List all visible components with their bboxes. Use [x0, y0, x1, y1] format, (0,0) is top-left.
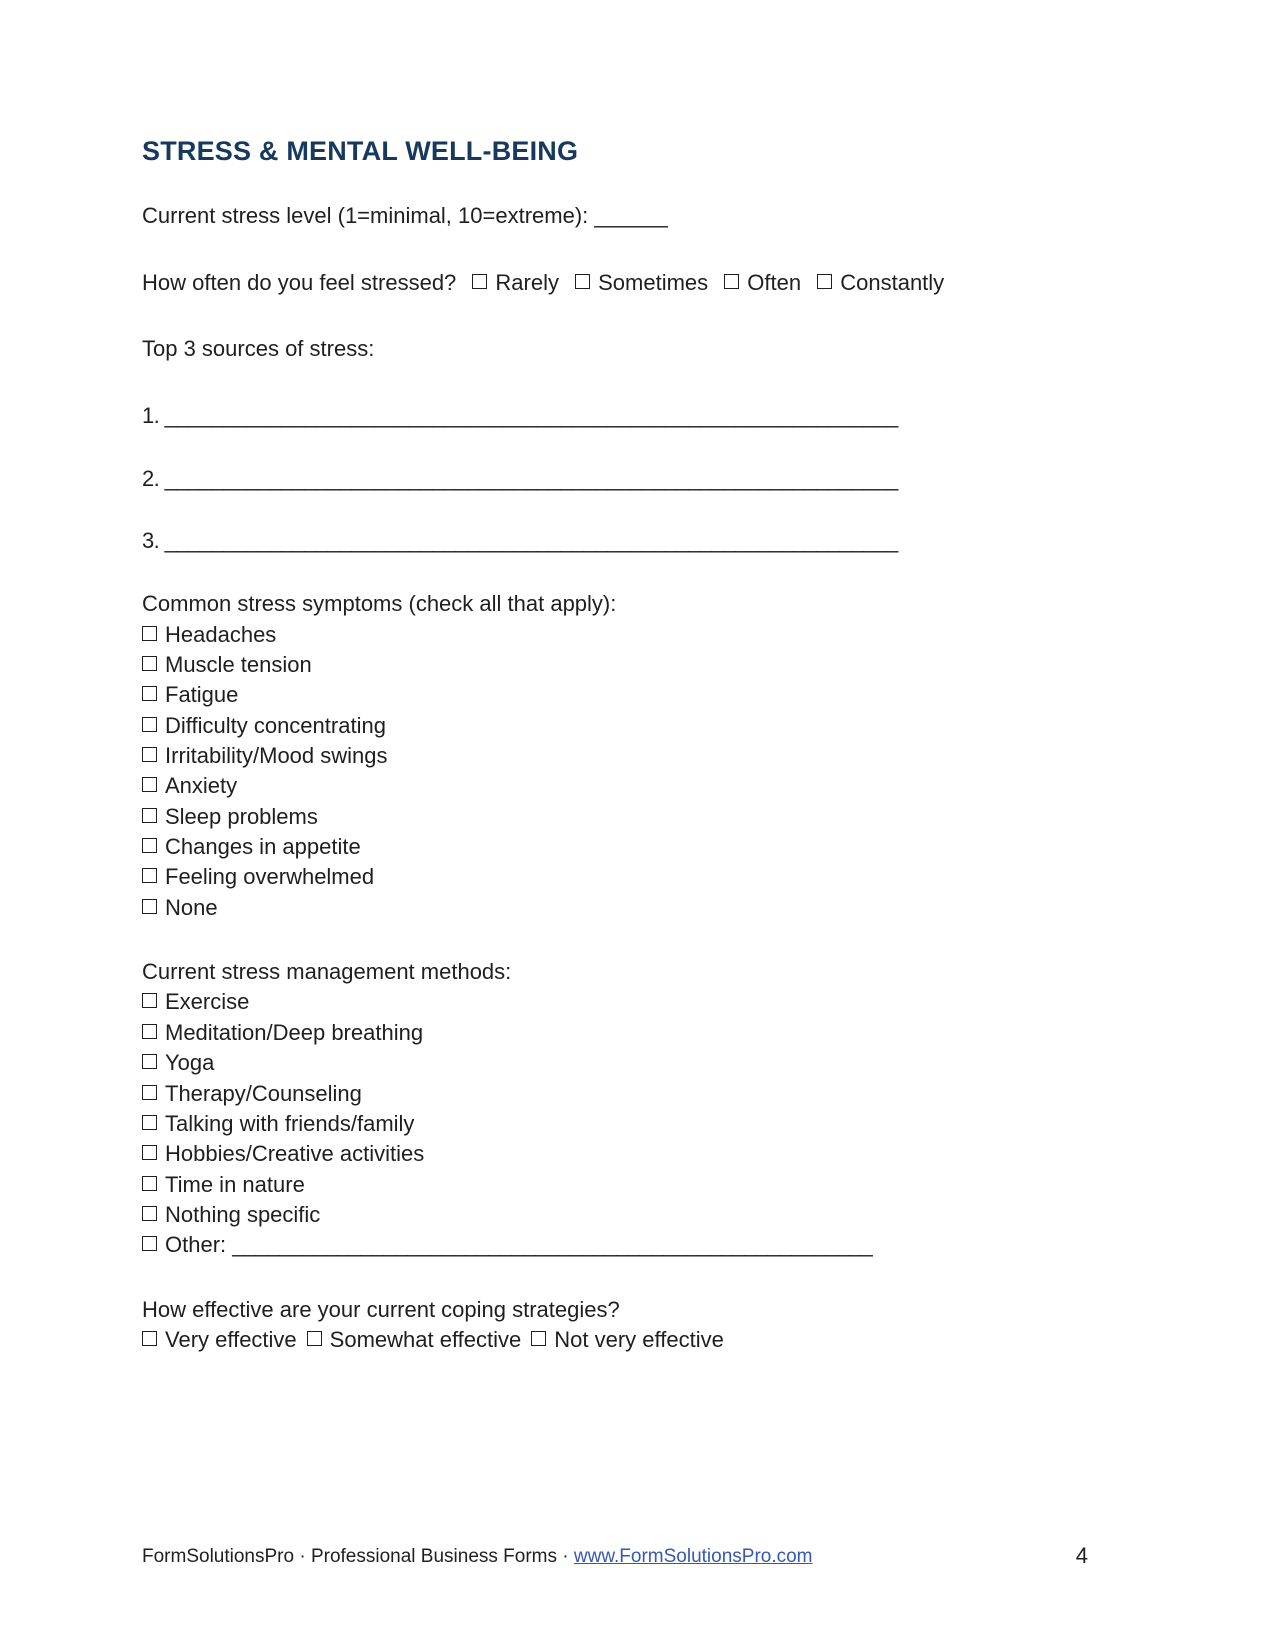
- checkbox-icon[interactable]: [472, 274, 487, 289]
- checkbox-item-headaches[interactable]: [142, 620, 1042, 650]
- checkbox-icon[interactable]: [307, 1331, 322, 1346]
- option-label: Very effective: [165, 1327, 297, 1353]
- checkbox-icon[interactable]: [142, 1176, 157, 1191]
- page-content: [142, 136, 1042, 1389]
- symptoms-group: [142, 589, 1042, 923]
- checkbox-label: Headaches: [165, 621, 277, 647]
- checkbox-item-time-in-nature[interactable]: [142, 1170, 1042, 1200]
- checkbox-icon[interactable]: [142, 838, 157, 853]
- checkbox-icon[interactable]: [817, 274, 832, 289]
- option-somewhat-effective[interactable]: [297, 1325, 522, 1355]
- option-label: Constantly: [840, 269, 945, 295]
- checkbox-label: Irritability/Mood swings: [165, 742, 388, 768]
- checkbox-label: Changes in appetite: [165, 834, 361, 860]
- source-write-in-line-1[interactable]: 1. _______________________________________________________________: [142, 403, 898, 429]
- checkbox-item-exercise[interactable]: [142, 987, 1042, 1017]
- checkbox-item-sleep-problems[interactable]: [142, 802, 1042, 832]
- checkbox-item-none[interactable]: [142, 893, 1042, 923]
- checkbox-icon[interactable]: [575, 274, 590, 289]
- checkbox-icon[interactable]: [142, 868, 157, 883]
- option-label: Rarely: [495, 269, 559, 295]
- page-footer: [142, 1546, 1067, 1568]
- page-title: STRESS & MENTAL WELL-BEING: [142, 136, 579, 166]
- checkbox-icon[interactable]: [142, 1331, 157, 1346]
- footer-separator-2: ·: [557, 1546, 574, 1567]
- checkbox-item-therapy-counseling[interactable]: [142, 1079, 1042, 1109]
- checkbox-icon[interactable]: [142, 1054, 157, 1069]
- option-rarely[interactable]: [462, 268, 559, 298]
- other-write-in-line[interactable]: _______________________________________________________: [232, 1232, 873, 1258]
- checkbox-item-nothing-specific[interactable]: [142, 1200, 1042, 1230]
- checkbox-item-muscle-tension[interactable]: [142, 650, 1042, 680]
- checkbox-label: None: [165, 894, 218, 920]
- checkbox-label: Feeling overwhelmed: [165, 864, 375, 890]
- checkbox-label: Hobbies/Creative activities: [165, 1141, 425, 1167]
- footer-tagline: Professional Business Forms: [310, 1546, 557, 1567]
- checkbox-label: Nothing specific: [165, 1202, 321, 1227]
- checkbox-label: Meditation/Deep breathing: [165, 1019, 424, 1045]
- checkbox-item-other[interactable]: [142, 1230, 1042, 1260]
- option-not-very-effective[interactable]: [521, 1325, 724, 1355]
- effectiveness-options-row: [142, 1325, 1042, 1355]
- option-label: Sometimes: [598, 269, 709, 295]
- option-constantly[interactable]: [807, 268, 944, 298]
- checkbox-icon[interactable]: [142, 747, 157, 762]
- source-write-in-line-2[interactable]: 2. _______________________________________________________________: [142, 465, 898, 491]
- checkbox-icon[interactable]: [142, 656, 157, 671]
- checkbox-icon[interactable]: [142, 1145, 157, 1160]
- checkbox-label: Difficulty concentrating: [165, 712, 386, 738]
- checkbox-icon[interactable]: [142, 1115, 157, 1130]
- checkbox-icon[interactable]: [531, 1331, 546, 1346]
- checkbox-item-meditation-deep-breathing[interactable]: [142, 1018, 1042, 1048]
- checkbox-label: Sleep problems: [165, 803, 318, 829]
- checkbox-label: Therapy/Counseling: [165, 1080, 362, 1106]
- heading-common-stress-symptoms: Common stress symptoms (check all that apply):: [142, 591, 617, 617]
- footer-brand: FormSolutionsPro: [142, 1546, 295, 1567]
- footer-separator-1: ·: [294, 1546, 311, 1567]
- checkbox-item-hobbies-creative-activities[interactable]: [142, 1139, 1042, 1169]
- checkbox-item-changes-in-appetite[interactable]: [142, 832, 1042, 862]
- checkbox-item-yoga[interactable]: [142, 1048, 1042, 1078]
- checkbox-label: Fatigue: [165, 682, 239, 708]
- checkbox-item-irritability-mood-swings[interactable]: [142, 741, 1042, 771]
- checkbox-item-feeling-overwhelmed[interactable]: [142, 862, 1042, 892]
- checkbox-icon[interactable]: [142, 717, 157, 732]
- option-often[interactable]: [714, 268, 801, 298]
- checkbox-item-fatigue[interactable]: [142, 680, 1042, 710]
- checkbox-item-difficulty-concentrating[interactable]: [142, 711, 1042, 741]
- checkbox-label: Other:: [165, 1232, 233, 1258]
- page-number: 4: [1075, 1543, 1088, 1568]
- option-sometimes[interactable]: [565, 268, 708, 298]
- checkbox-icon[interactable]: [724, 274, 739, 289]
- option-label: Somewhat effective: [329, 1327, 522, 1353]
- checkbox-icon[interactable]: [142, 686, 157, 701]
- stress-frequency-prompt: How often do you feel stressed?: [142, 269, 457, 295]
- checkbox-label: Muscle tension: [165, 651, 312, 677]
- checkbox-label: Yoga: [165, 1050, 215, 1076]
- checkbox-icon[interactable]: [142, 899, 157, 914]
- checkbox-label: Anxiety: [165, 773, 238, 799]
- checkbox-icon[interactable]: [142, 1236, 157, 1251]
- management-methods-group: [142, 957, 1042, 1261]
- option-label: Often: [747, 269, 802, 295]
- heading-top-sources-of-stress: Top 3 sources of stress:: [142, 336, 375, 362]
- question-stress-frequency: [142, 268, 1042, 298]
- checkbox-label: Exercise: [165, 989, 250, 1015]
- heading-stress-management-methods: Current stress management methods:: [142, 959, 512, 985]
- footer-website-link[interactable]: www.FormSolutionsPro.com: [573, 1546, 813, 1567]
- checkbox-icon[interactable]: [142, 1024, 157, 1039]
- option-label: Not very effective: [554, 1327, 724, 1353]
- checkbox-icon[interactable]: [142, 626, 157, 641]
- question-current-stress-level: Current stress level (1=minimal, 10=extreme): ______: [142, 203, 668, 229]
- checkbox-icon[interactable]: [142, 808, 157, 823]
- checkbox-icon[interactable]: [142, 1206, 157, 1221]
- option-very-effective[interactable]: [142, 1325, 297, 1355]
- checkbox-label: Talking with friends/family: [165, 1110, 415, 1136]
- checkbox-item-anxiety[interactable]: [142, 771, 1042, 801]
- checkbox-icon[interactable]: [142, 993, 157, 1008]
- checkbox-item-talking-with-friends-family[interactable]: [142, 1109, 1042, 1139]
- checkbox-icon[interactable]: [142, 1085, 157, 1100]
- checkbox-icon[interactable]: [142, 777, 157, 792]
- coping-effectiveness-group: [142, 1295, 1042, 1356]
- checkbox-label: Time in nature: [165, 1171, 305, 1197]
- question-coping-effectiveness: How effective are your current coping strategies?: [142, 1296, 620, 1322]
- source-write-in-line-3[interactable]: 3. _______________________________________________________________: [142, 528, 898, 554]
